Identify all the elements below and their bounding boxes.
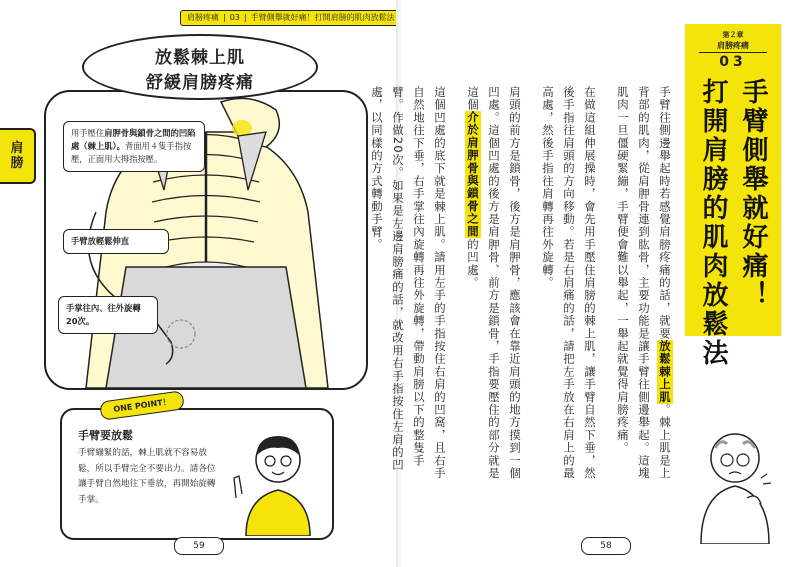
article-title-line-1: 手臂側舉就好痛！: [738, 78, 768, 310]
left-page: [0, 0, 398, 567]
bubble-line-2: 舒緩肩膀疼痛: [146, 73, 254, 93]
highlight-supraspinatus: 放鬆棘上肌: [658, 340, 672, 404]
running-header: 肩膀疼痛 | 03 | 手臂側舉就好痛！打開肩膀的肌肉放鬆法: [180, 10, 402, 26]
side-tab-char-1: 肩: [10, 141, 24, 156]
paragraph-1: 手臂往側邊舉起時若感覺肩膀疼痛的話，就要放鬆棘上肌。棘上肌是上背部的肌肉，從肩胛骨連到肱骨，主要功能是讓手臂往側邊舉起。這塊肌肉一旦僵硬緊繃，手臂便會難以舉起，一舉起就覺得肩膀疼痛。: [616, 86, 672, 480]
speech-bubble: [82, 34, 318, 100]
chapter-label: 第２章: [722, 31, 744, 39]
paragraph-2: 在做這組伸展操時，會先用手壓住肩膀的棘上肌，讓手臂自然下垂，然後手指往肩頭的方向移動。若是右肩痛的話，請把左手放在右肩上的最高處，然後手指往肩轉再往外旋轉。: [541, 86, 597, 480]
bubble-line-1: 放鬆棘上肌: [155, 48, 245, 68]
callout-1-text-2: 背面用４隻手指按壓，正面用大拇指按壓。: [71, 141, 192, 164]
callout-rotate-palm: 手掌往內、往外旋轉20次。: [58, 296, 158, 334]
page-number: 59: [174, 537, 224, 555]
highlight-hollow: 介於肩胛骨與鎖骨之間: [466, 111, 480, 239]
one-point-title: 手臂要放鬆: [78, 429, 133, 442]
one-point-text: 手臂繃緊的話，棘上肌就不容易放鬆，所以手臂完全不要出力。請各位讓手臂自然地往下垂放，再開始旋轉手掌。: [78, 448, 216, 505]
elderly-man-illustration: [695, 418, 775, 544]
one-point-badge: ONE POINT！: [99, 390, 185, 421]
callout-relax-arm: 手臂放輕鬆伸直: [63, 229, 169, 254]
page-number: 58: [581, 537, 631, 555]
side-tab-char-2: 膀: [10, 156, 24, 171]
header-number: 03: [229, 13, 240, 22]
right-page: [370, 0, 799, 567]
callout-1-text: 用手壓住: [71, 128, 105, 138]
callout-1-bold: 肩胛骨與鎖骨之間的凹陷處（棘上肌）。: [71, 128, 196, 151]
article-body: [370, 86, 675, 486]
header-title: 手臂側舉就好痛！打開肩膀的肌肉放鬆法: [250, 13, 395, 22]
callout-press-shoulder: [63, 121, 205, 172]
article-title-line-2: 打開肩膀的肌肉放鬆法: [698, 78, 728, 368]
chapter-side-tab: [0, 128, 36, 184]
woman-character-illustration: [226, 428, 330, 536]
chapter-rule: [699, 52, 767, 53]
header-section: 肩膀疼痛: [187, 13, 219, 22]
chapter-name: 肩膀疼痛: [717, 41, 749, 50]
paragraph-3: 肩頭的前方是鎖骨，後方是肩胛骨，應該會在靠近肩頭的地方摸到一個凹處。這個凹處的後方是肩胛骨、前方是鎖骨，手指要壓住的部分就是這個介於肩胛骨與鎖骨之間的凹處。: [466, 86, 522, 480]
chapter-number: 03: [719, 54, 747, 70]
paragraph-4: 這個凹處的底下就是棘上肌。請用左手的手指按住右肩的凹窩，且右手自然地往下垂，右手掌往內旋轉再往外旋轉，帶動肩膀以下的整隻手臂。作做20次。如果是左邊肩膀痛的話，就改用右手指按住左肩的凹處，以同樣的方式轉動手臂。: [370, 86, 447, 480]
